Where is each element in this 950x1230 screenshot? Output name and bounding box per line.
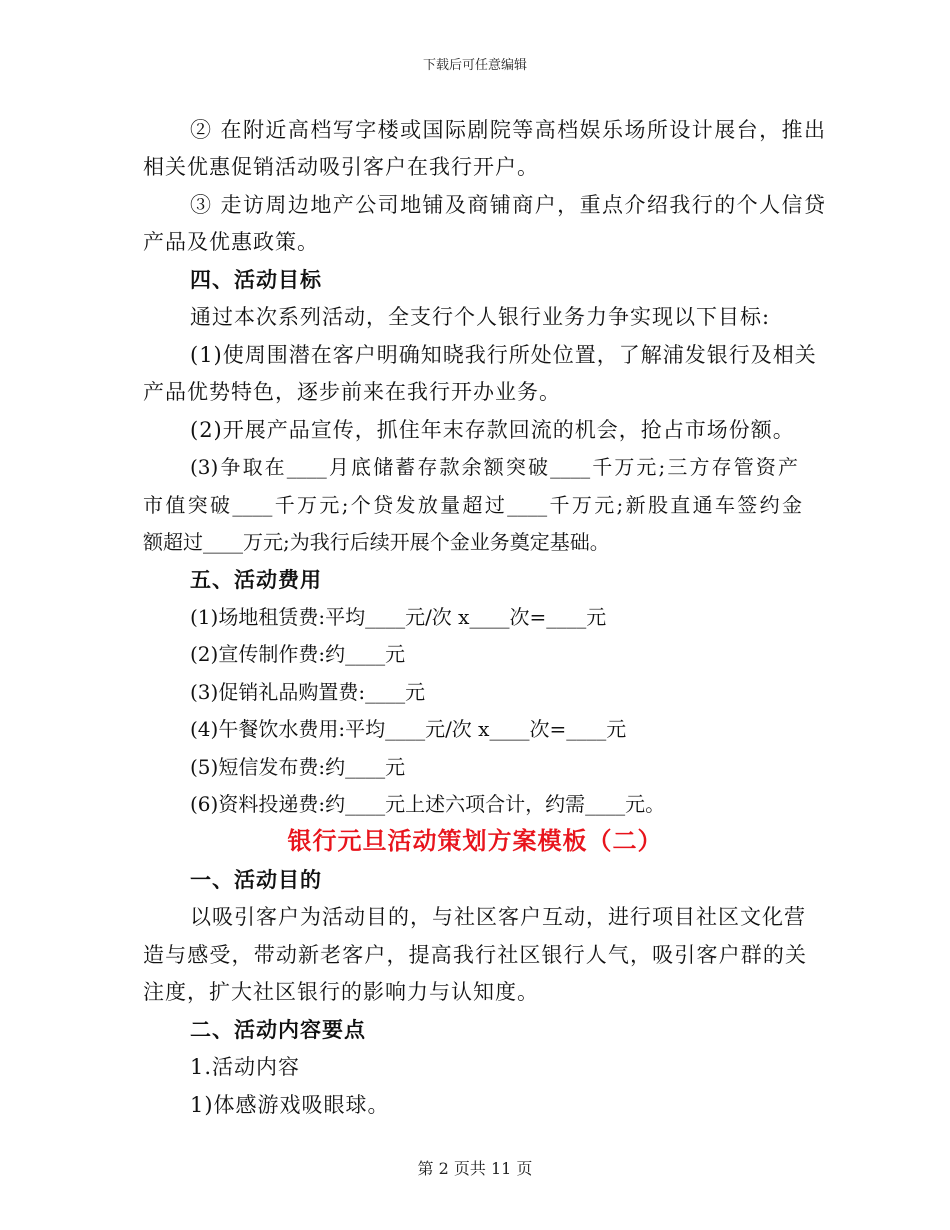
- paragraph-line: 产品优势特色，逐步前来在我行开办业务。: [143, 380, 561, 404]
- cost-item: (5)短信发布费:约____元: [190, 755, 406, 779]
- cost-item: (4)午餐饮水费用:平均____元/次 x____次=____元: [190, 717, 627, 741]
- section-heading: 四、活动目标: [190, 267, 322, 292]
- paragraph-line: 产品及优惠政策。: [143, 230, 319, 254]
- section-heading: 一、活动目的: [190, 867, 322, 892]
- paragraph-line: ② 在附近高档写字楼或国际剧院等高档娱乐场所设计展台，推出: [190, 118, 826, 142]
- paragraph-line: 相关优惠促销活动吸引客户在我行开户。: [143, 155, 539, 179]
- paragraph-line: 以吸引客户为活动目的，与社区客户互动，进行项目社区文化营: [190, 905, 806, 929]
- paragraph-line: 1)体感游戏吸眼球。: [190, 1093, 390, 1117]
- section-heading: 二、活动内容要点: [190, 1017, 366, 1042]
- paragraph-line: 市值突破____千万元;个贷发放量超过____千万元;新股直通车签约金: [143, 493, 802, 517]
- page-footer: 第 2 页共 11 页: [417, 1159, 533, 1178]
- cost-item: (2)宣传制作费:约____元: [190, 642, 406, 666]
- paragraph-line: ③ 走访周边地产公司地铺及商铺商户，重点介绍我行的个人信贷: [190, 193, 826, 217]
- header-note: 下载后可任意编辑: [422, 58, 527, 73]
- subsection-heading: 1.活动内容: [190, 1055, 301, 1079]
- cost-item: (6)资料投递费:约____元上述六项合计，约需____元。: [190, 792, 666, 816]
- paragraph-line: 通过本次系列活动，全支行个人银行业务力争实现以下目标:: [190, 305, 771, 329]
- paragraph-line: (2)开展产品宣传，抓住年末存款回流的机会，抢占市场份额。: [190, 418, 795, 442]
- paragraph-line: (1)使周围潜在客户明确知晓我行所处位置，了解浦发银行及相关: [190, 343, 817, 367]
- section-heading: 五、活动费用: [190, 567, 322, 592]
- document-title: 银行元旦活动策划方案模板（二）: [287, 826, 663, 855]
- paragraph-line: 注度，扩大社区银行的影响力与认知度。: [143, 980, 539, 1004]
- paragraph-line: 造与感受，带动新老客户，提高我行社区银行人气，吸引客户群的关: [143, 943, 807, 967]
- paragraph-line: 额超过____万元;为我行后续开展个金业务奠定基础。: [143, 530, 610, 554]
- cost-item: (3)促销礼品购置费:____元: [190, 680, 426, 704]
- cost-item: (1)场地租赁费:平均____元/次 x____次=____元: [190, 605, 607, 629]
- paragraph-line: (3)争取在____月底储蓄存款余额突破____千万元;三方存管资产: [190, 455, 798, 479]
